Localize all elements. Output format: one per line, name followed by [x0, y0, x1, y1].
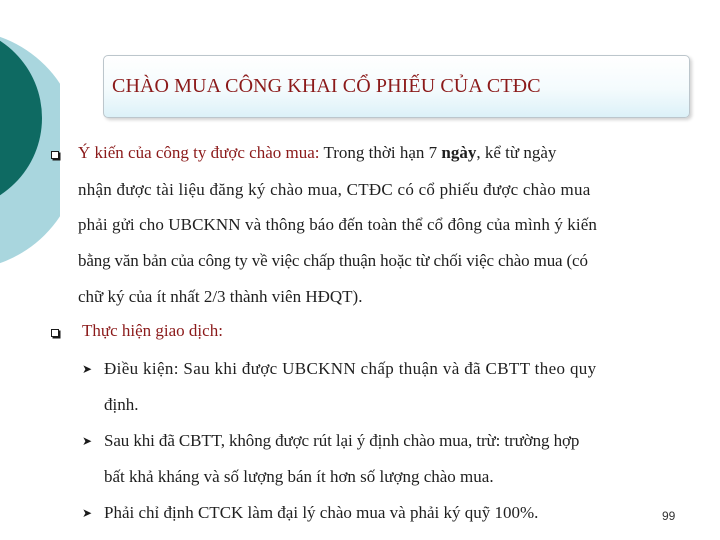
- arrow-bullet-icon: ➤: [82, 362, 93, 376]
- slide-title: CHÀO MUA CÔNG KHAI CỔ PHIẾU CỦA CTĐC: [112, 75, 541, 97]
- decorative-circles: [0, 0, 60, 300]
- section1-line1-text: Trong thời hạn 7: [319, 143, 442, 162]
- title-box: [103, 55, 690, 118]
- section1-line3: phải gửi cho UBCKNN và thông báo đến toàn thể cổ đông của mình ý kiến: [78, 215, 597, 234]
- section1-line2: nhận được tài liệu đăng ký chào mua, CTĐC có cổ phiếu được chào mua: [78, 180, 591, 199]
- section2-label: Thực hiện giao dịch:: [82, 321, 223, 340]
- section2-item2-line1: Sau khi đã CBTT, không được rút lại ý định chào mua, trừ: trường hợp: [104, 431, 580, 450]
- arrow-bullet-icon: ➤: [82, 506, 93, 520]
- square-bullet-icon: [51, 329, 59, 337]
- page-number: 99: [662, 509, 676, 523]
- section1-line1-tail: , kể từ ngày: [476, 143, 557, 162]
- section1-line4: bằng văn bản của công ty về việc chấp thuận hoặc từ chối việc chào mua (có: [78, 251, 588, 270]
- section1-label: Ý kiến của công ty được chào mua:: [78, 143, 320, 162]
- section2-item2-line2: bất khả kháng và số lượng bán ít hơn số lượng chào mua.: [104, 467, 494, 486]
- section2-item1-line1: Điều kiện: Sau khi được UBCKNN chấp thuận và đã CBTT theo quy: [104, 359, 597, 378]
- section1-line1-bold: ngày: [441, 143, 477, 162]
- section2-item3-line1: Phải chỉ định CTCK làm đại lý chào mua và phải ký quỹ 100%.: [104, 503, 539, 522]
- arrow-bullet-icon: ➤: [82, 434, 93, 448]
- square-bullet-icon: [51, 151, 59, 159]
- section1-line5: chữ ký của ít nhất 2/3 thành viên HĐQT).: [78, 287, 363, 306]
- section1-line1: [78, 143, 556, 163]
- section2-item1-line2: định.: [104, 395, 139, 414]
